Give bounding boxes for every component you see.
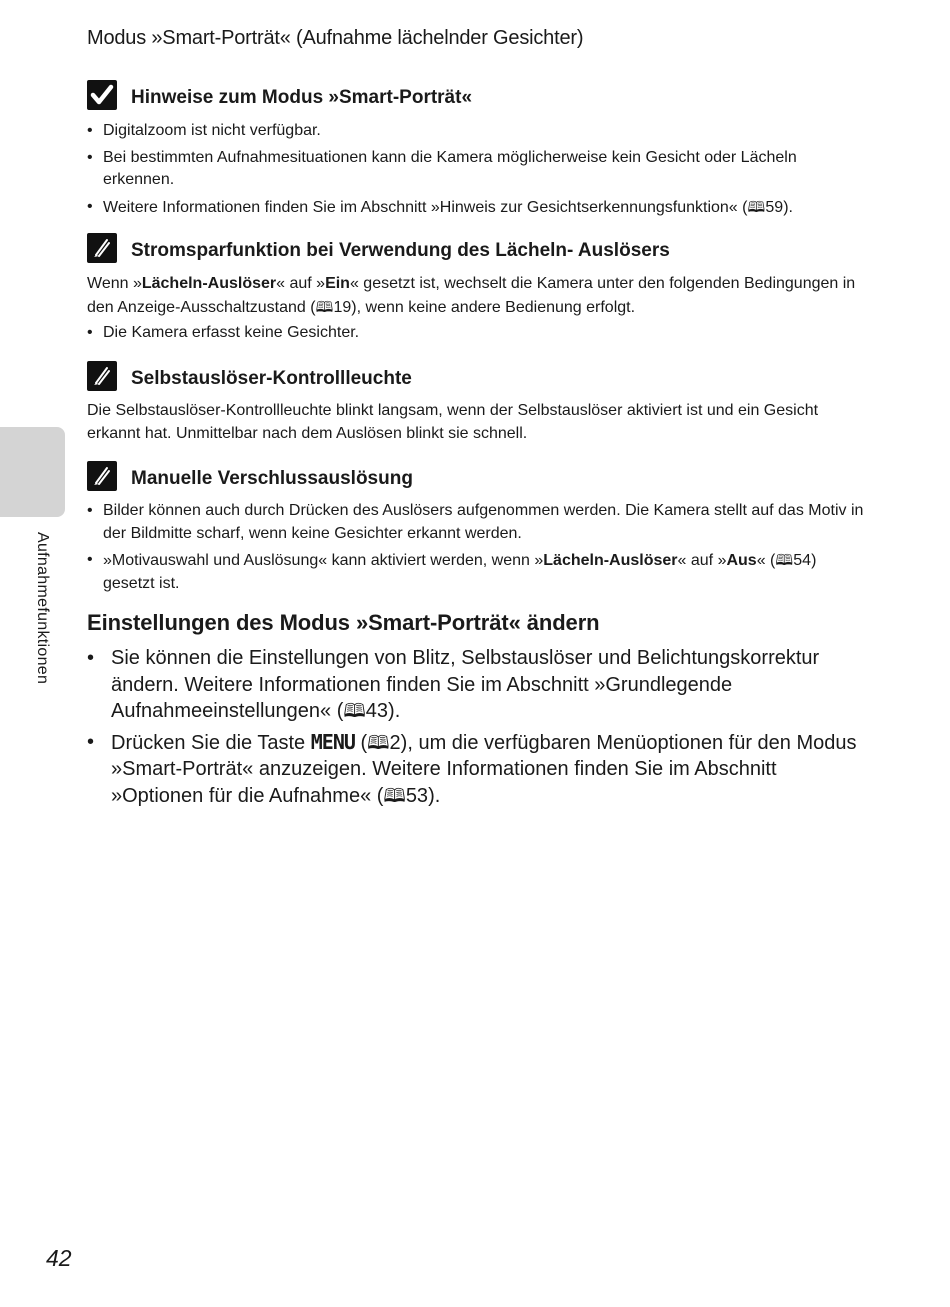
book-ref-icon: 🕮 bbox=[383, 784, 406, 807]
note-hinweise-title: Hinweise zum Modus »Smart-Porträt« bbox=[131, 87, 473, 108]
book-ref-icon: 🕮 bbox=[315, 297, 334, 316]
list-item: • »Motivauswahl und Auslösung« kann aktiviert werden, wenn »Lächeln-Auslöser« auf »Aus« (🕮54) gesetzt ist. bbox=[87, 549, 867, 595]
note-hinweise-heading bbox=[87, 80, 472, 110]
note-selbst-body: Die Selbstauslöser-Kontrollleuchte blinkt langsam, wenn der Selbstauslöser aktiviert ist und ein Gesicht erkannt hat. Unmittelbar nach dem Auslösen blinkt sie schnell. bbox=[87, 402, 819, 442]
note-manuell-title: Manuelle Verschlussauslösung bbox=[131, 468, 413, 489]
note-manuell-heading bbox=[87, 461, 413, 491]
menu-button-glyph: MENU bbox=[310, 729, 355, 754]
section-heading: Einstellungen des Modus »Smart-Porträt« ändern bbox=[87, 610, 600, 635]
check-icon bbox=[87, 80, 117, 110]
section-tab bbox=[0, 427, 65, 517]
list-item: • Die Kamera erfasst keine Gesichter. bbox=[87, 322, 867, 345]
note-strom-title: Stromsparfunktion bei Verwendung des Lächeln- Auslösers bbox=[131, 240, 670, 261]
list-item: • Sie können die Einstellungen von Blitz, Selbstauslöser und Belichtungskorrektur ändern. Weitere Informationen finden Sie im Abschnitt »Grundlegende Aufnahmeeinstellungen« (🕮43). bbox=[87, 645, 862, 725]
note-hinweise-list bbox=[87, 120, 867, 219]
note-strom-body: Wenn »Lächeln-Auslöser« auf »Ein« gesetzt ist, wechselt die Kamera unter den folgenden Bedingungen in den Anzeige-Ausschaltzustand (🕮19), wenn keine andere Bedienung erfolgt. bbox=[87, 273, 867, 319]
note-strom-heading bbox=[87, 233, 670, 263]
note-selbst-heading bbox=[87, 361, 412, 391]
note-manuell-list bbox=[87, 500, 867, 595]
book-ref-icon: 🕮 bbox=[343, 700, 366, 722]
book-ref-icon: 🕮 bbox=[367, 731, 390, 754]
note-strom-list bbox=[87, 322, 867, 345]
pencil-icon bbox=[87, 233, 117, 263]
page-number: 42 bbox=[46, 1245, 72, 1271]
list-item: • Weitere Informationen finden Sie im Abschnitt »Hinweis zur Gesichtserkennungsfunktion« (🕮59). bbox=[87, 196, 867, 220]
page-header: Modus »Smart-Porträt« (Aufnahme lächelnder Gesichter) bbox=[87, 27, 584, 49]
list-item: • Drücken Sie die Taste MENU (🕮2), um die verfügbaren Menüoptionen für den Modus »Smart-Porträt« anzuzeigen. Weitere Informationen finden Sie im Abschnitt »Optionen für die Aufnahme« (🕮53). bbox=[87, 729, 862, 810]
book-ref-icon: 🕮 bbox=[747, 197, 766, 216]
section-list bbox=[87, 645, 862, 809]
pencil-icon bbox=[87, 361, 117, 391]
note-selbst-title: Selbstauslöser-Kontrollleuchte bbox=[131, 368, 412, 389]
list-item: • Digitalzoom ist nicht verfügbar. bbox=[87, 120, 867, 143]
section-tab-label: Aufnahmefunktionen bbox=[34, 532, 51, 685]
pencil-icon bbox=[87, 461, 117, 491]
book-ref-icon: 🕮 bbox=[775, 551, 794, 569]
list-item: • Bei bestimmten Aufnahmesituationen kann die Kamera möglicherweise kein Gesicht oder Lächeln erkennen. bbox=[87, 147, 867, 192]
list-item: • Bilder können auch durch Drücken des Auslösers aufgenommen werden. Die Kamera stellt auf das Motiv in der Bildmitte scharf, wenn keine Gesichter erkannt werden. bbox=[87, 500, 867, 545]
